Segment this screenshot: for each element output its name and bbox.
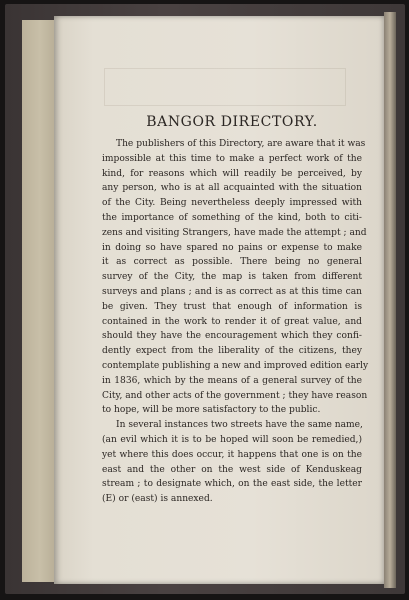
text-line: yet where this does occur, it happens that one is on the [102, 449, 362, 460]
text-line: impossible at this time to make a perfect work of the [102, 153, 362, 164]
page-sheet [54, 16, 384, 584]
text-line: should they have the encouragement which they confi- [102, 331, 362, 342]
text-line: of the City. Being nevertheless deeply impressed with [102, 198, 362, 209]
text-line: it as correct as possible. There being no general [102, 257, 362, 268]
text-line: surveys and plans ; and is as correct as at this time can [102, 286, 362, 297]
text-line: in doing so have spared no pains or expense to make [102, 242, 362, 253]
text-line: dently expect from the liberality of the citizens, they [102, 346, 362, 357]
text-line: The publishers of this Directory, are aware that it was [116, 139, 366, 149]
text-line: to hope, will be more satisfactory to the public. [102, 405, 321, 416]
text-line: any person, who is at all acquainted with the situation [102, 183, 362, 194]
paragraph-2 [102, 418, 362, 507]
directory-preface [102, 114, 369, 507]
text-line: east and the other on the west side of Kenduskeag [102, 464, 362, 475]
text-line: In several instances two streets have the same name, [116, 420, 363, 431]
paragraph-1 [102, 137, 369, 418]
text-line: be given. They trust that enough of information is [102, 301, 362, 312]
text-line: stream ; to designate which, on the east side, the letter [102, 479, 362, 490]
text-line: contemplate publishing a new and improved edition early [102, 360, 369, 371]
text-line: City, and other acts of the government ; they have reason [102, 390, 368, 401]
text-line: survey of the City, the map is taken from different [102, 272, 362, 283]
show-through-frame [104, 68, 346, 106]
page-title: BANGOR DIRECTORY. [146, 114, 318, 130]
text-line: in 1836, which by the means of a general survey of the [102, 375, 362, 386]
text-line: (an evil which it is to be hoped will soon be remedied,) [102, 434, 362, 445]
page-edge [384, 12, 396, 588]
text-line: zens and visiting Strangers, have made the attempt ; and [102, 227, 367, 238]
book-binding-strip [22, 20, 58, 582]
text-line: kind, for reasons which will readily be perceived, by [102, 168, 362, 179]
text-line: the importance of something of the kind, both to citi- [102, 212, 362, 223]
text-line: (E) or (east) is annexed. [102, 494, 213, 505]
text-line: contained in the work to render it of great value, and [102, 316, 362, 327]
